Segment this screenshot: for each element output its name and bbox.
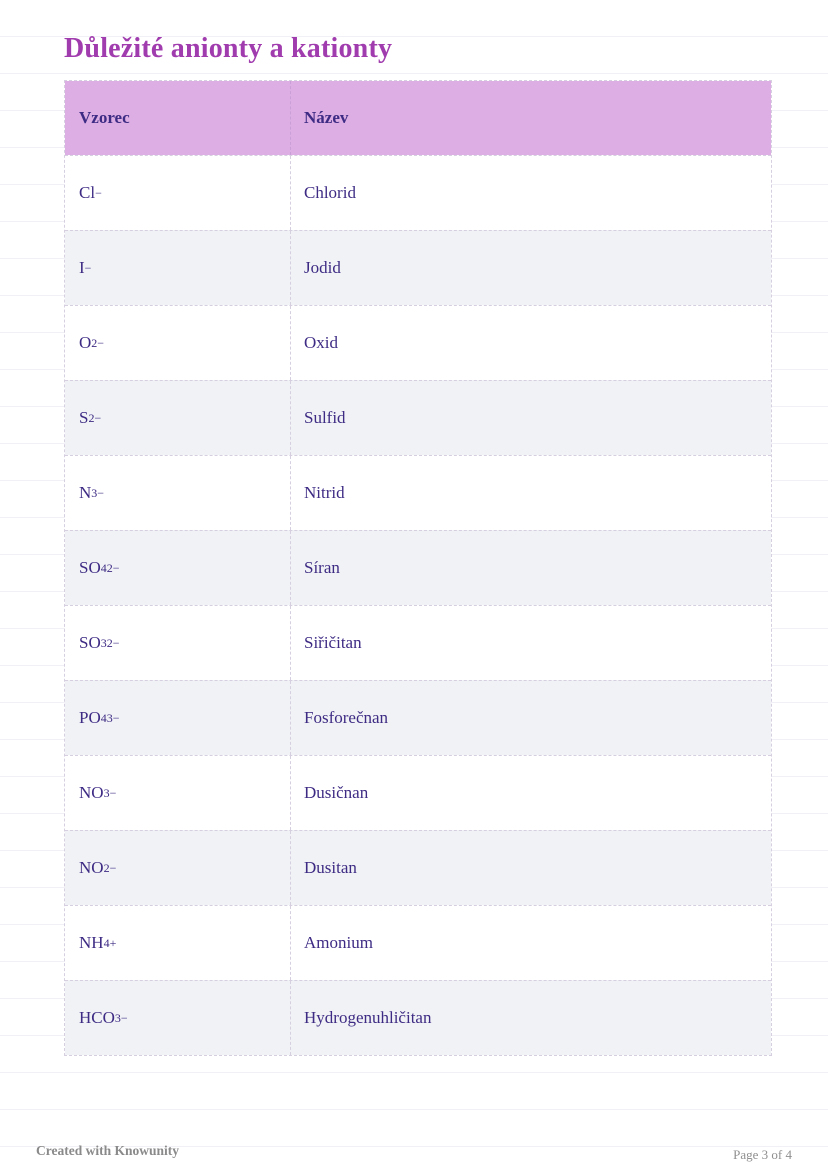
name-cell: Dusitan [304, 858, 357, 877]
table-row [65, 155, 771, 230]
formula-cell: HCO 3 − [65, 981, 291, 1055]
name-cell: Oxid [304, 333, 338, 352]
formula-cell: NH 4 + [65, 906, 291, 980]
table-row [65, 455, 771, 530]
name-cell: Jodid [304, 258, 341, 277]
formula-cell: N 3− [65, 456, 291, 530]
table-row [65, 305, 771, 380]
formula-cell: SO 3 2− [65, 606, 291, 680]
knowunity-credit: Created with Knowunity [36, 1143, 180, 1158]
table-body [65, 155, 771, 1055]
table-row [65, 830, 771, 905]
table-row [65, 605, 771, 680]
table-row [65, 680, 771, 755]
column-header-nazev: Název [304, 108, 349, 127]
name-cell: Chlorid [304, 183, 356, 202]
name-cell: Fosforečnan [304, 708, 389, 727]
name-cell: Sulfid [304, 408, 346, 427]
name-cell: Amonium [304, 933, 373, 952]
name-cell: Hydrogenuhličitan [304, 1008, 432, 1027]
name-cell: Nitrid [304, 483, 345, 502]
name-cell: Dusičnan [304, 783, 369, 802]
formula-cell: O 2− [65, 306, 291, 380]
table-row [65, 380, 771, 455]
column-header-vzorec: Vzorec [65, 81, 291, 155]
table-row [65, 755, 771, 830]
name-cell: Síran [304, 558, 340, 577]
formula-cell: I − [65, 231, 291, 305]
formula-cell: NO 2 − [65, 831, 291, 905]
table-header-row [65, 81, 771, 155]
table-row [65, 230, 771, 305]
formula-cell: Cl − [65, 156, 291, 230]
formula-cell: PO 4 3− [65, 681, 291, 755]
page-number: Page 3 of 4 [733, 1147, 792, 1162]
table-row [65, 530, 771, 605]
formula-cell: NO 3 − [65, 756, 291, 830]
ions-table [64, 80, 772, 1056]
table-row [65, 905, 771, 980]
formula-cell: S 2− [65, 381, 291, 455]
name-cell: Siřičitan [304, 633, 362, 652]
page-title: Důležité anionty a kationty [64, 33, 393, 64]
table-row [65, 980, 771, 1055]
formula-cell: SO 4 2− [65, 531, 291, 605]
